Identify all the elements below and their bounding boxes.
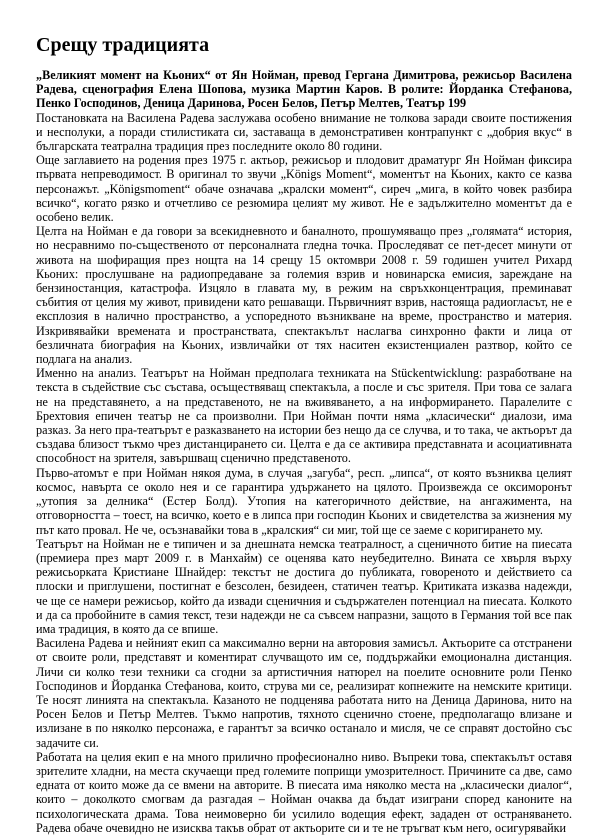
article-title: Срещу традицията bbox=[36, 34, 210, 56]
paragraph: Постановката на Василена Радева заслужава особено внимание не толкова заради своите постижения и несполуки, а поради стилистиката си, заставаща в демонстративен контрапункт с „добрия вкус“ в българската театрална традиция през последните около 80 години. bbox=[36, 110, 572, 154]
article bbox=[36, 34, 572, 835]
paragraph: Театърът на Нойман не е типичен и за днешната немска театралност, а сценичното битие на пиесата (премиера през март 2009 г. в Манхайм) се оценява като неубедително. Вината се хвърля върху режисьорката Кристиане Шнайдер: текстът не достига до публиката, говореното и действието са плоски и приглушени, постигнат е безсолен, безидеен, статичен театър. Критиката изказва надежди, че ще се намери режисьор, който да извади сценичния и съдържателен потенциал на пиесата. Колкото и да са пробойните в самия текст, тези надежди не са съвсем напразни, защото в Германия той все пак има традиция, в която да се впише. bbox=[36, 536, 572, 636]
paragraph: Първо-атомът е при Нойман някоя дума, в случая „загуба“, респ. „липса“, от която възниква целият космос, навърта се около нея и се гарантира удържането на цялото. Произвежда се оксиморонът „утопия за делника“ (Естер Болд). Утопия на категоричното действие, на ангажимента, на отговорността – тоест, на всичко, което е в липса при господин Кьоних и свидетелства за жизнения му път като провал. Не че, осъзнавайки това в „кралския“ си миг, той ще се заеме с коригирането му. bbox=[36, 465, 572, 537]
paragraph: Целта на Нойман е да говори за всекидневното и баналното, прошумяващо през „голямата“ история, но несравнимо по-същественото от персоналната гледна точка. Проследяват се пет-десет минути от живота на шофиращия през нощта на 14 срещу 15 октомври 2008 г. 59 годишен учител Рихард Кьоних: прослушване на радиопредаване за големия взрив и новинарска емисия, зареждане на бензиностанция, катастрофа. Изцяло в главата му, в режим на свръхконцентрация, преминават събития от целия му живот, привидени като решаващи. Първичният взрив, настояща радиогласът, не е експлозия в налично пространство, а успоредното възникване на време, пространство и материя. Изкривявайки времената и пространствата, спектакълът наслагва синхронно факти и лица от безличната биография на Кьоних, извличайки от тях наситен екзистенциален разтвор, който се подлага на анализ. bbox=[36, 224, 572, 367]
article-subtitle: „Великият момент на Кьоних“ от Ян Нойман, превод Гергана Димитрова, режисьор Василена Радева, сценография Елена Шопова, музика Мартин Каров. В ролите: Йорданка Стефанова, Пенко Господинов, Деница Даринова, Росен Белов, Петър Мелтев, Театър 199 bbox=[36, 68, 572, 111]
paragraph: Именно на анализ. Театърът на Нойман предполага техниката на Stückentwicklung: разработване на текста в съдействие със състава, осъществяващ спектакъла, а после и със зрителя. При това се залага не на представянето, а на представеното, не на вживяването, а на информирането. Паралелите с Брехтовия епичен театър не са произволни. При Нойман почти няма „класически“ диалози, има разказ. За него пра-театърът е разказването на истории без нещо да се случва, и то така, че актьорът да създава близост тъкмо чрез дистанцирането си. Целта е да се активира представната и асоциативната способност на зрителя, завършващ сценично представеното. bbox=[36, 366, 572, 466]
paragraph: Още заглавието на родения през 1975 г. актьор, режисьор и плодовит драматург Ян Нойман фиксира първата непреводимост. В оригинал то звучи „Königs Moment“, моментът на Кьоних, както се казва персонажът. „Königsmoment“ обаче означава „кралски момент“, сиреч „мига, в който човек разбира всичко“, когато рязко и отчетливо се резюмира целият му живот. Не е задължително моментът да е особено велик. bbox=[36, 153, 572, 225]
paragraph: Работата на целия екип е на много прилично професионално ниво. Въпреки това, спектакълът оставя зрителите хладни, на места скучаещи пред големите поприщи умозрителност. Причините са две, само едната от които може да се вмени на авторите. В пиесата има няколко места на „класически диалог“, които – доколкото смогвам да разгадая – Нойман очаква да бъдат изиграни според каноните на психологическата драма. Това неимоверно би усилило водещия ефект, зададен от остраняването. Радева обаче очевидно не изисква такъв обрат от актьорите си и те не тръгват към него, осигурявайки bbox=[36, 749, 572, 835]
paragraph: Василена Радева и нейният екип са максимално верни на авторовия замисъл. Актьорите са отстранени от своите роли, представят и коментират случващото им се, поддържайки емоционална дистанция. Личи си колко тези техники са сгодни за артистичния натюрел на поелите основните роли Пенко Господинов и Йорданка Стефанова, които, струва ми се, реализират копнежите на немските критици. Те носят линията на спектакъла. Казаното не подценява работата нито на Деница Даринова, нито на Росен Белов и Петър Мелтев. Тъкмо напротив, тяхното сценично стоене, предполагащо влизане и излизане в по няколко персонажа, е гарантът за всичко останало и мисля, че се справят достойно със задачите си. bbox=[36, 636, 572, 750]
